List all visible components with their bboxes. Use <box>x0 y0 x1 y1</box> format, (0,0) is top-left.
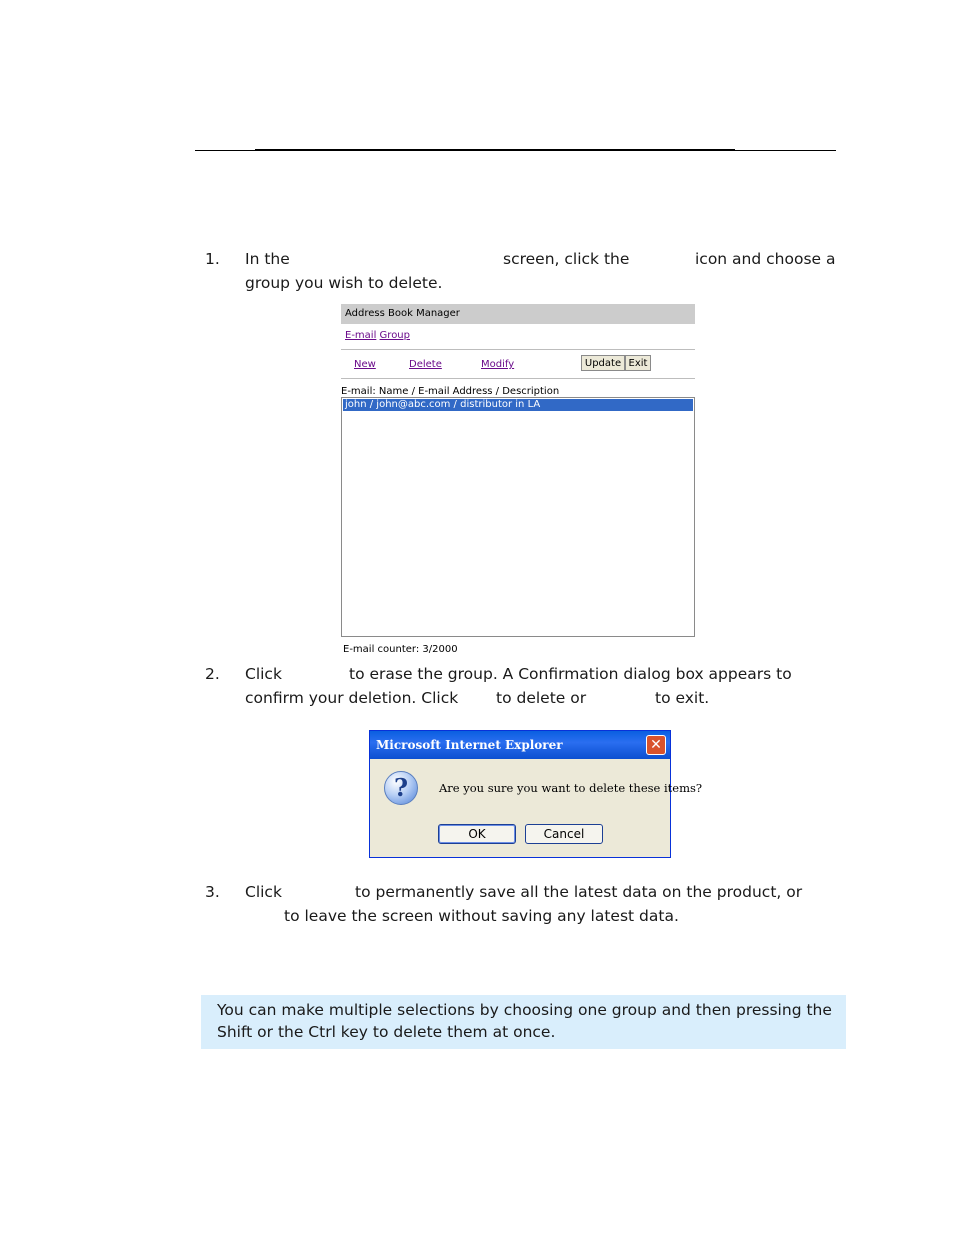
tab-email[interactable]: E-mail <box>345 330 377 341</box>
step-text: Click <box>245 883 282 901</box>
note-text: Shift or the Ctrl key to delete them at once. <box>217 1023 556 1041</box>
exit-button[interactable]: Exit <box>625 355 651 371</box>
address-book-tabs <box>345 330 410 341</box>
step-number: 2. <box>205 665 220 683</box>
step-text: In the <box>245 250 290 268</box>
delete-link[interactable]: Delete <box>409 359 442 370</box>
confirmation-dialog <box>369 730 703 858</box>
address-book-title-bar <box>341 304 695 324</box>
list-item[interactable]: john / john@abc.com / distributor in LA <box>343 399 693 411</box>
address-book-manager-screenshot <box>341 304 696 658</box>
email-counter: E-mail counter: 3/2000 <box>343 644 458 655</box>
question-icon: ? <box>384 771 418 805</box>
step-text: group you wish to delete. <box>245 274 443 292</box>
new-link[interactable]: New <box>354 359 376 370</box>
step-text: screen, click the <box>503 250 630 268</box>
step-text: to leave the screen without saving any latest data. <box>284 907 679 925</box>
step-number: 1. <box>205 250 220 268</box>
divider <box>341 378 695 379</box>
step-number: 3. <box>205 883 220 901</box>
header-rule <box>195 150 836 151</box>
address-book-title: Address Book Manager <box>345 308 460 319</box>
step-text: to exit. <box>655 689 710 707</box>
dialog-title-bar <box>370 731 670 759</box>
dialog-title: Microsoft Internet Explorer <box>376 738 563 752</box>
step-text: to delete or <box>496 689 587 707</box>
update-button[interactable]: Update <box>581 355 625 371</box>
tab-group[interactable]: Group <box>379 330 410 341</box>
step-text: confirm your deletion. Click <box>245 689 459 707</box>
email-list-label: E-mail: Name / E-mail Address / Description <box>341 386 560 397</box>
step-text: icon and choose a <box>695 250 836 268</box>
ok-button[interactable]: OK <box>438 824 516 844</box>
cancel-button[interactable]: Cancel <box>525 824 603 844</box>
step-text: Click <box>245 665 282 683</box>
step-text: to erase the group. A Confirmation dialog box appears to <box>349 665 792 683</box>
divider <box>341 349 695 350</box>
note-text: You can make multiple selections by choosing one group and then pressing the <box>217 1001 832 1019</box>
step-text: to permanently save all the latest data on the product, or <box>355 883 803 901</box>
dialog-message: Are you sure you want to delete these items? <box>439 781 703 795</box>
close-icon[interactable]: ✕ <box>646 735 666 755</box>
note-box <box>201 995 846 1049</box>
email-listbox[interactable] <box>341 397 695 637</box>
modify-link[interactable]: Modify <box>481 359 515 370</box>
